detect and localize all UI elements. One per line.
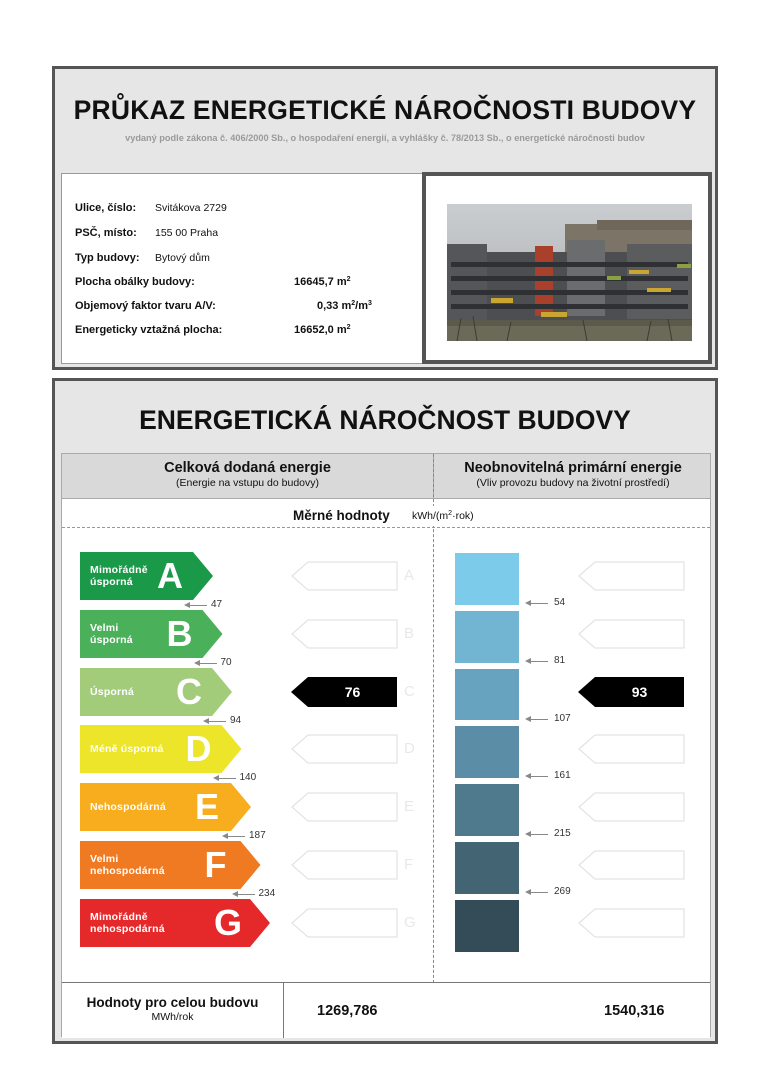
energy-class-letter: A (157, 555, 183, 596)
primary-threshold-arrow (530, 834, 548, 835)
city-label: PSČ, místo: (75, 227, 137, 239)
empty-rating-slot (291, 561, 399, 596)
energy-class-name: Úsporná (90, 685, 134, 698)
primary-threshold-value: 107 (554, 712, 571, 724)
envelope-area-label: Plocha obálky budovy: (75, 276, 195, 288)
certificate-header-panel (52, 66, 718, 370)
delivered-energy-rating-marker-value: 76 (344, 683, 361, 700)
empty-rating-slot (291, 734, 399, 769)
delivered-energy-class-label: F (404, 856, 414, 873)
delivered-threshold-arrow (199, 663, 217, 664)
primary-threshold-arrow (530, 776, 548, 777)
envelope-area-value: 16645,7 $m^2$ (294, 276, 351, 288)
building-type-row (75, 252, 210, 264)
energy-class-name: Velmi úsporná (90, 621, 133, 646)
delivered-energy-class-label: G (404, 913, 416, 931)
delivered-threshold-arrow (218, 778, 236, 779)
delivered-threshold-value: 47 (211, 599, 223, 610)
energy-class-c (80, 668, 232, 716)
primary-energy-class-a (455, 553, 519, 605)
empty-rating-slot (578, 908, 686, 943)
energy-class-b (80, 610, 223, 658)
whole-building-primary-value: 1540,316 (604, 1003, 665, 1019)
energy-class-letter: B (166, 612, 193, 654)
energy-class-letter: D (185, 728, 212, 770)
primary-threshold-value: 161 (554, 770, 571, 782)
street-label: Ulice, číslo: (75, 202, 137, 214)
building-type-value: Bytový dům (155, 252, 210, 264)
city-row (75, 227, 219, 239)
primary-energy-class-f (455, 842, 519, 894)
energy-class-letter: F (204, 844, 227, 885)
delivered-energy-class-label: C (404, 682, 415, 700)
primary-energy-class-d (455, 726, 519, 778)
primary-energy-class-c (455, 669, 519, 721)
primary-threshold-arrow (530, 661, 548, 662)
primary-energy-class-g (455, 900, 519, 952)
empty-rating-slot (291, 850, 399, 885)
energy-table (61, 453, 711, 1037)
primary-energy-rating-marker-value: 93 (631, 683, 648, 700)
primary-energy-rating-marker (578, 677, 686, 712)
shape-factor-value: 0,33 $m^2/m^3$ (317, 300, 372, 312)
whole-building-unit: MWh/rok (151, 1011, 194, 1023)
building-type-label: Typ budovy: (75, 252, 140, 264)
primary-threshold-value: 269 (554, 886, 571, 897)
primary-energy-class-e (455, 784, 519, 836)
building-photo (447, 204, 692, 341)
empty-rating-slot (578, 619, 686, 654)
shape-factor-row (75, 300, 372, 312)
street-value: Svitákova 2729 (155, 202, 227, 214)
primary-energy-class-b (455, 611, 519, 663)
delivered-threshold-value: 140 (239, 772, 257, 784)
whole-building-label: Hodnoty pro celou budovu (86, 995, 259, 1010)
delivered-threshold-arrow (237, 894, 255, 895)
delivered-threshold-value: 234 (258, 888, 276, 899)
units-separator (62, 527, 710, 528)
primary-energy-header: Neobnovitelná primární energie (Vliv provozu budovy na životní prostředí) (464, 460, 682, 489)
building-photo-frame (422, 172, 712, 364)
energy-class-name: Mimořádně nehospodárná (90, 910, 165, 935)
energy-class-a (80, 552, 213, 600)
whole-building-delivered-value: 1269,786 (317, 1003, 378, 1019)
building-info-box (61, 173, 423, 364)
energy-class-e (80, 783, 251, 831)
delivered-threshold-arrow (227, 836, 245, 837)
delivered-threshold-arrow (189, 605, 207, 606)
energy-section-title: ENERGETICKÁ NÁROČNOST BUDOVY (139, 405, 631, 435)
energy-class-letter: E (195, 786, 220, 828)
primary-threshold-value: 54 (554, 597, 566, 608)
energy-class-letter: G (214, 901, 243, 943)
street-row (75, 202, 227, 214)
document-subtitle: vydaný podle zákona č. 406/2000 Sb., o hospodaření energií, a vyhlášky č. 78/2013 Sb., o energetické náročnosti budov (125, 133, 645, 143)
reference-area-label: Energeticky vztažná plocha: (75, 324, 223, 336)
specific-values-label: Měrné hodnoty (293, 508, 390, 523)
empty-rating-slot (291, 619, 399, 654)
primary-threshold-arrow (530, 892, 548, 893)
whole-building-row (62, 982, 710, 1038)
empty-rating-slot (291, 792, 399, 827)
primary-threshold-value: 215 (554, 828, 571, 840)
reference-area-value: 16652,0 $m^2$ (294, 324, 351, 336)
delivered-threshold-value: 70 (220, 656, 232, 668)
whole-building-label-box (62, 983, 284, 1038)
envelope-area-row (75, 276, 351, 288)
empty-rating-slot (578, 850, 686, 885)
energy-class-f (80, 841, 261, 889)
column-divider (433, 454, 434, 1038)
city-value: 155 00 Praha (155, 227, 219, 239)
document-title: PRŮKAZ ENERGETICKÉ NÁROČNOSTI BUDOVY (73, 95, 697, 125)
delivered-energy-class-label: D (404, 740, 415, 758)
empty-rating-slot (578, 561, 686, 596)
shape-factor-label: Objemový faktor tvaru A/V: (75, 300, 216, 312)
reference-area-row (75, 324, 351, 336)
delivered-threshold-arrow (208, 721, 226, 722)
column-headers (62, 454, 710, 499)
energy-class-name: Velmi nehospodárná (90, 853, 165, 877)
delivered-energy-class-label: B (404, 624, 415, 642)
delivered-energy-header: Celková dodaná energie (Energie na vstupu do budovy) (164, 460, 331, 489)
delivered-energy-rating-marker (291, 677, 399, 712)
delivered-energy-class-label: E (404, 798, 415, 816)
energy-class-name: Mimořádně úsporná (90, 564, 148, 588)
delivered-threshold-value: 187 (249, 830, 266, 842)
energy-class-d (80, 725, 242, 773)
energy-class-name: Nehospodárná (90, 801, 166, 814)
energy-class-g (80, 899, 270, 947)
primary-threshold-value: 81 (554, 654, 566, 666)
units-row (62, 506, 710, 526)
units-value: kWh/$(m^2\cdot rok)$ (412, 510, 474, 522)
energy-performance-panel (52, 378, 718, 1044)
empty-rating-slot (291, 908, 399, 943)
delivered-threshold-value: 94 (230, 714, 242, 726)
delivered-energy-class-label: A (404, 567, 415, 584)
empty-rating-slot (578, 792, 686, 827)
primary-threshold-arrow (530, 603, 548, 604)
energy-class-name: Méně úsporná (90, 743, 164, 756)
empty-rating-slot (578, 734, 686, 769)
primary-threshold-arrow (530, 719, 548, 720)
energy-class-letter: C (176, 670, 202, 712)
